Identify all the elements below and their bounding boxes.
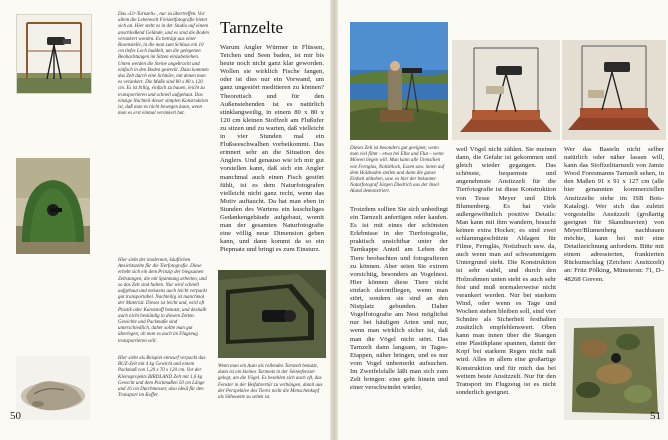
- page-number-left: 50: [10, 410, 21, 422]
- caption-green-tent: Hier sieht der modernen, käuflichen Ansichtszelte für die Tierfotografie. Diese erhebt sich ein dem Prinzip der biegsamen Zeltstangen, die mit Spannung arbeiten, und so das Zelt sind halten. Nur wird schnell aufgebaut und meistens auch leicht verpackt gut transportabel. Nachteilig ist manchmal der Material. Dieses ist leicht und, wird oft Plastik oder Kunststoff benutzt, und deshalb auch nicht beständig in diesem Zelten. Gewichte und Packmaße sind unterschiedlich, daher sollte man gut überlegen, ob man es auch im Flugzeug transportieren will.: [118, 258, 208, 344]
- body-column-3: weil Vögel nicht zählen. Sie meinen dann, die Gefahr ist gekommen und gleich wieder gegangen. Das schönste, bequemste und angenehmste Ansitzzelt für die Tierfotografie ist diese Konstruktion von Tesse Meyer und Dirk Blumenberg. Es hat viele außergewöhnlich positive Details: Man kann mit ihm wandern, braucht keinen extra Hocker, es sind zwei schlammgeschützte Ablagen für Filme, Ferngläs, Notizbuch usw. da, auch wenn man auf schwammigem Untergrund steht. Die Konstruktion ist sehr stabil, und durch den Holzrahmen unten steht es auch sehr fest und muß normalerweise nicht verankert werden. Nur bei starkem Wind, oder wenn es Tage und Wochen stehen bleiben soll, sind vier Schnüre als Sicherheit festhalten zusätzlich empfehlenswert. Oben kann man innen über die Stangen eine Plastikplane spannen, damit der Kopf bei starkem Regen nicht naß wird. Alles in allem eine großartige Konstruktion und für mich das bei weitem beste Ansitzzelt. Nur für den Transport im Flugzeug ist es nicht sonderlich geeignet.: [456, 146, 556, 396]
- page-gutter: [330, 0, 338, 440]
- caption-photographer-lake: Dieses Zelt ist besonders gut geeignet, wenn man viel filmt – etwa bei Elbe und Flut – wenn Möwen liegen will. Man kann alle Utensilien wie Fernglas, Notizblock, Essen usw. innen auf dem Holzboden stellen und dann die ganze Einheit abheben, usw. es hier der bekannte Naturfotograf Jürgen Diedrich aus der Insel Aland demonstriert.: [350, 146, 445, 195]
- photo-tent-bag: [16, 356, 90, 420]
- tent-frame-illustration: [17, 15, 91, 93]
- camouflage-tent-illustration: [564, 318, 664, 420]
- caption-car-window: Wenn man ein Auto als rollendes Tarnzelt benutzt, dann ist ein kleines Tarnnetz in der Seitenfenster gelegt, am die Vögel. Es besehlen sich auch oft, das Fenster in der Beifahrertür zu verhängen, damit aus der Perspektive des Tieres nicht die Menschenkopf als Silhouette zu sehen ist.: [218, 364, 323, 401]
- photo-tent-frame: [16, 14, 92, 94]
- car-window-illustration: [218, 270, 326, 358]
- photo-wood-frame-1: [452, 40, 560, 140]
- tent-bag-illustration: [16, 356, 90, 420]
- article-title: Tarnzelte: [220, 18, 283, 37]
- photo-photographer-lake: [350, 22, 448, 140]
- body-column-2: Trotzdem sollten Sie sich unbedingt ein Tarnzelt anfertigen oder kaufen. Es ist mit eines der schönsten Erlebnisse in der Tierfotografie, praktisch unsichtbar unter der Tarnkappe Anteil am Leben der Tiere beobachten und fotografieren zu können. Aber seien Sie extrem vorsichtig, besonders an Vogelnest. Hier können diese Tiere nicht einfach davonfliegen, wenn man stört, sondern sie sind an den Nistplatz gebunden. Daher Vogelfotografie am Nest möglichst nur bei häufigen Arten und nur, wenn man wirklich sicher ist, daß man die Vögel nicht stört. Das Tarnzelt dann langsam, in Tages-Etappen, näher bringen, und es nur vom Vogel unbemerkt aufsuchen. Im Zweifelsfalle läßt man sich zum Zelt bringen: eine geht hinein und einer verschwindet wieder,: [350, 206, 448, 392]
- wood-frame-2-illustration: [562, 40, 666, 140]
- photo-wood-frame-2: [562, 40, 666, 140]
- photo-car-window: [218, 270, 326, 358]
- photo-camouflage-tent: [564, 318, 664, 420]
- page-number-right: 51: [650, 410, 661, 422]
- body-column-4: Wer das Basteln nicht selber natürlich oder näher lassen will, kann das Stoffzelttarnzelt von Jamie Wood Foresmanns Tarnzelt sehen, in den Maßen 91 x 91 x 127 cm (alle hier genannten kommerziellen Ansitzzelte siehe im ISB Bots-Katalog). Wer sich das zuletzt vorgestellte Ansitzzelt (großartig geeignet für Skandinavien) von Meyer/Blumenberg nachbauen möchte, kann bei mir eine Detailzeichnung anfordern. Bitte mit einem adressierten, frankierten Rückumschlag (Zeichen: Ansitzzelt) an: Fritz Pölking, Münsterstr. 71, D–48268 Greven.: [564, 146, 664, 283]
- photo-green-tent: [16, 158, 90, 254]
- caption-tent-bag: Hier sieht als Beispiel entwurf verpackt das BUZ-Zelt mit 4 kg Gewicht und einem Packmaß von 1,20 x 70 x 120 cm. Vor der Kleinsprojekts BIRDLAND Zelt mit 1,6 kg Gewicht und dem Packmaßen 50 cm Länge und 16 cm Durchmesser, also ideal für den Transport im Koffer.: [118, 356, 206, 399]
- wood-frame-1-illustration: [452, 40, 560, 140]
- caption-tent-frame: Das »Ur-Tarnzelt« , nur zu übertreffen. Vor allem die Lebenwelt Freizeitfotografie bietet sich an. Hier steht es in der Studio auf einem anschließend Gelände, und es sind die Boden verankert worden. Es beträgt aus einer Rosenstelle, in die man zum Schluss ein 10 cm tiefes Loch buddelt, um die gelegenen Beobachtungen im Sitzen einzubeziehen. Unten werden die Steine angebracht und einfach in den Boden gesteckt. Dazu kommen das Zelt durch eine Schnüre, mit denen man es verankert. Die Maße sind 80 x 80 x 120 cm. Es ist billig, einfach zu bauen, leicht zu transportieren und schnell aufgebaut. Das einzige Nachteil dieser simplen Konstruktion ist, daß man es nicht bewegen kann, wenn man es erst einmal verankert hat.: [118, 12, 209, 117]
- photographer-lake-illustration: [350, 22, 448, 140]
- body-column-1: Warum Angler Würmer in Flüssen, Teichen und Seen baden, ist mir bis heute noch nicht ganz klar geworden. Wollen sie wirklich Fische fangen, oder ist dies nur ein Vorwand, um ganz ungestört meditieren zu können? Theoretisch und für den Außenstehenden ist es natürlich stinklangweilig, in einem 80 x 80 x 120 cm kleinen Stoffzelt am Flußufer zu sitzen und zu warten, daß vielleicht in vier Stunden mal ein Flußseeschwalben vorbeikommt. Das erinnert sehr an die Situation des Anglers. Und genauso wie ich mir gut vorstellen kann, daß sich ein Angler manchmal auch einen Fisch gestört fühlt, ist es dem Naturfotografen vielleicht nicht ganz recht, wenn das Motiv auftaucht. Da hat man eben in Stunden des Wartens ein kuscheliges Gedankengebäude aufgebaut, womit man der gesamten Naturfotografie eine völlig neue Dimension geben kann, und dann kommt da so ein Piepmatz und bringt es zum Einsturz.: [220, 44, 324, 254]
- right-page: [338, 0, 668, 440]
- green-tent-illustration: [16, 158, 90, 254]
- left-page: [0, 0, 330, 440]
